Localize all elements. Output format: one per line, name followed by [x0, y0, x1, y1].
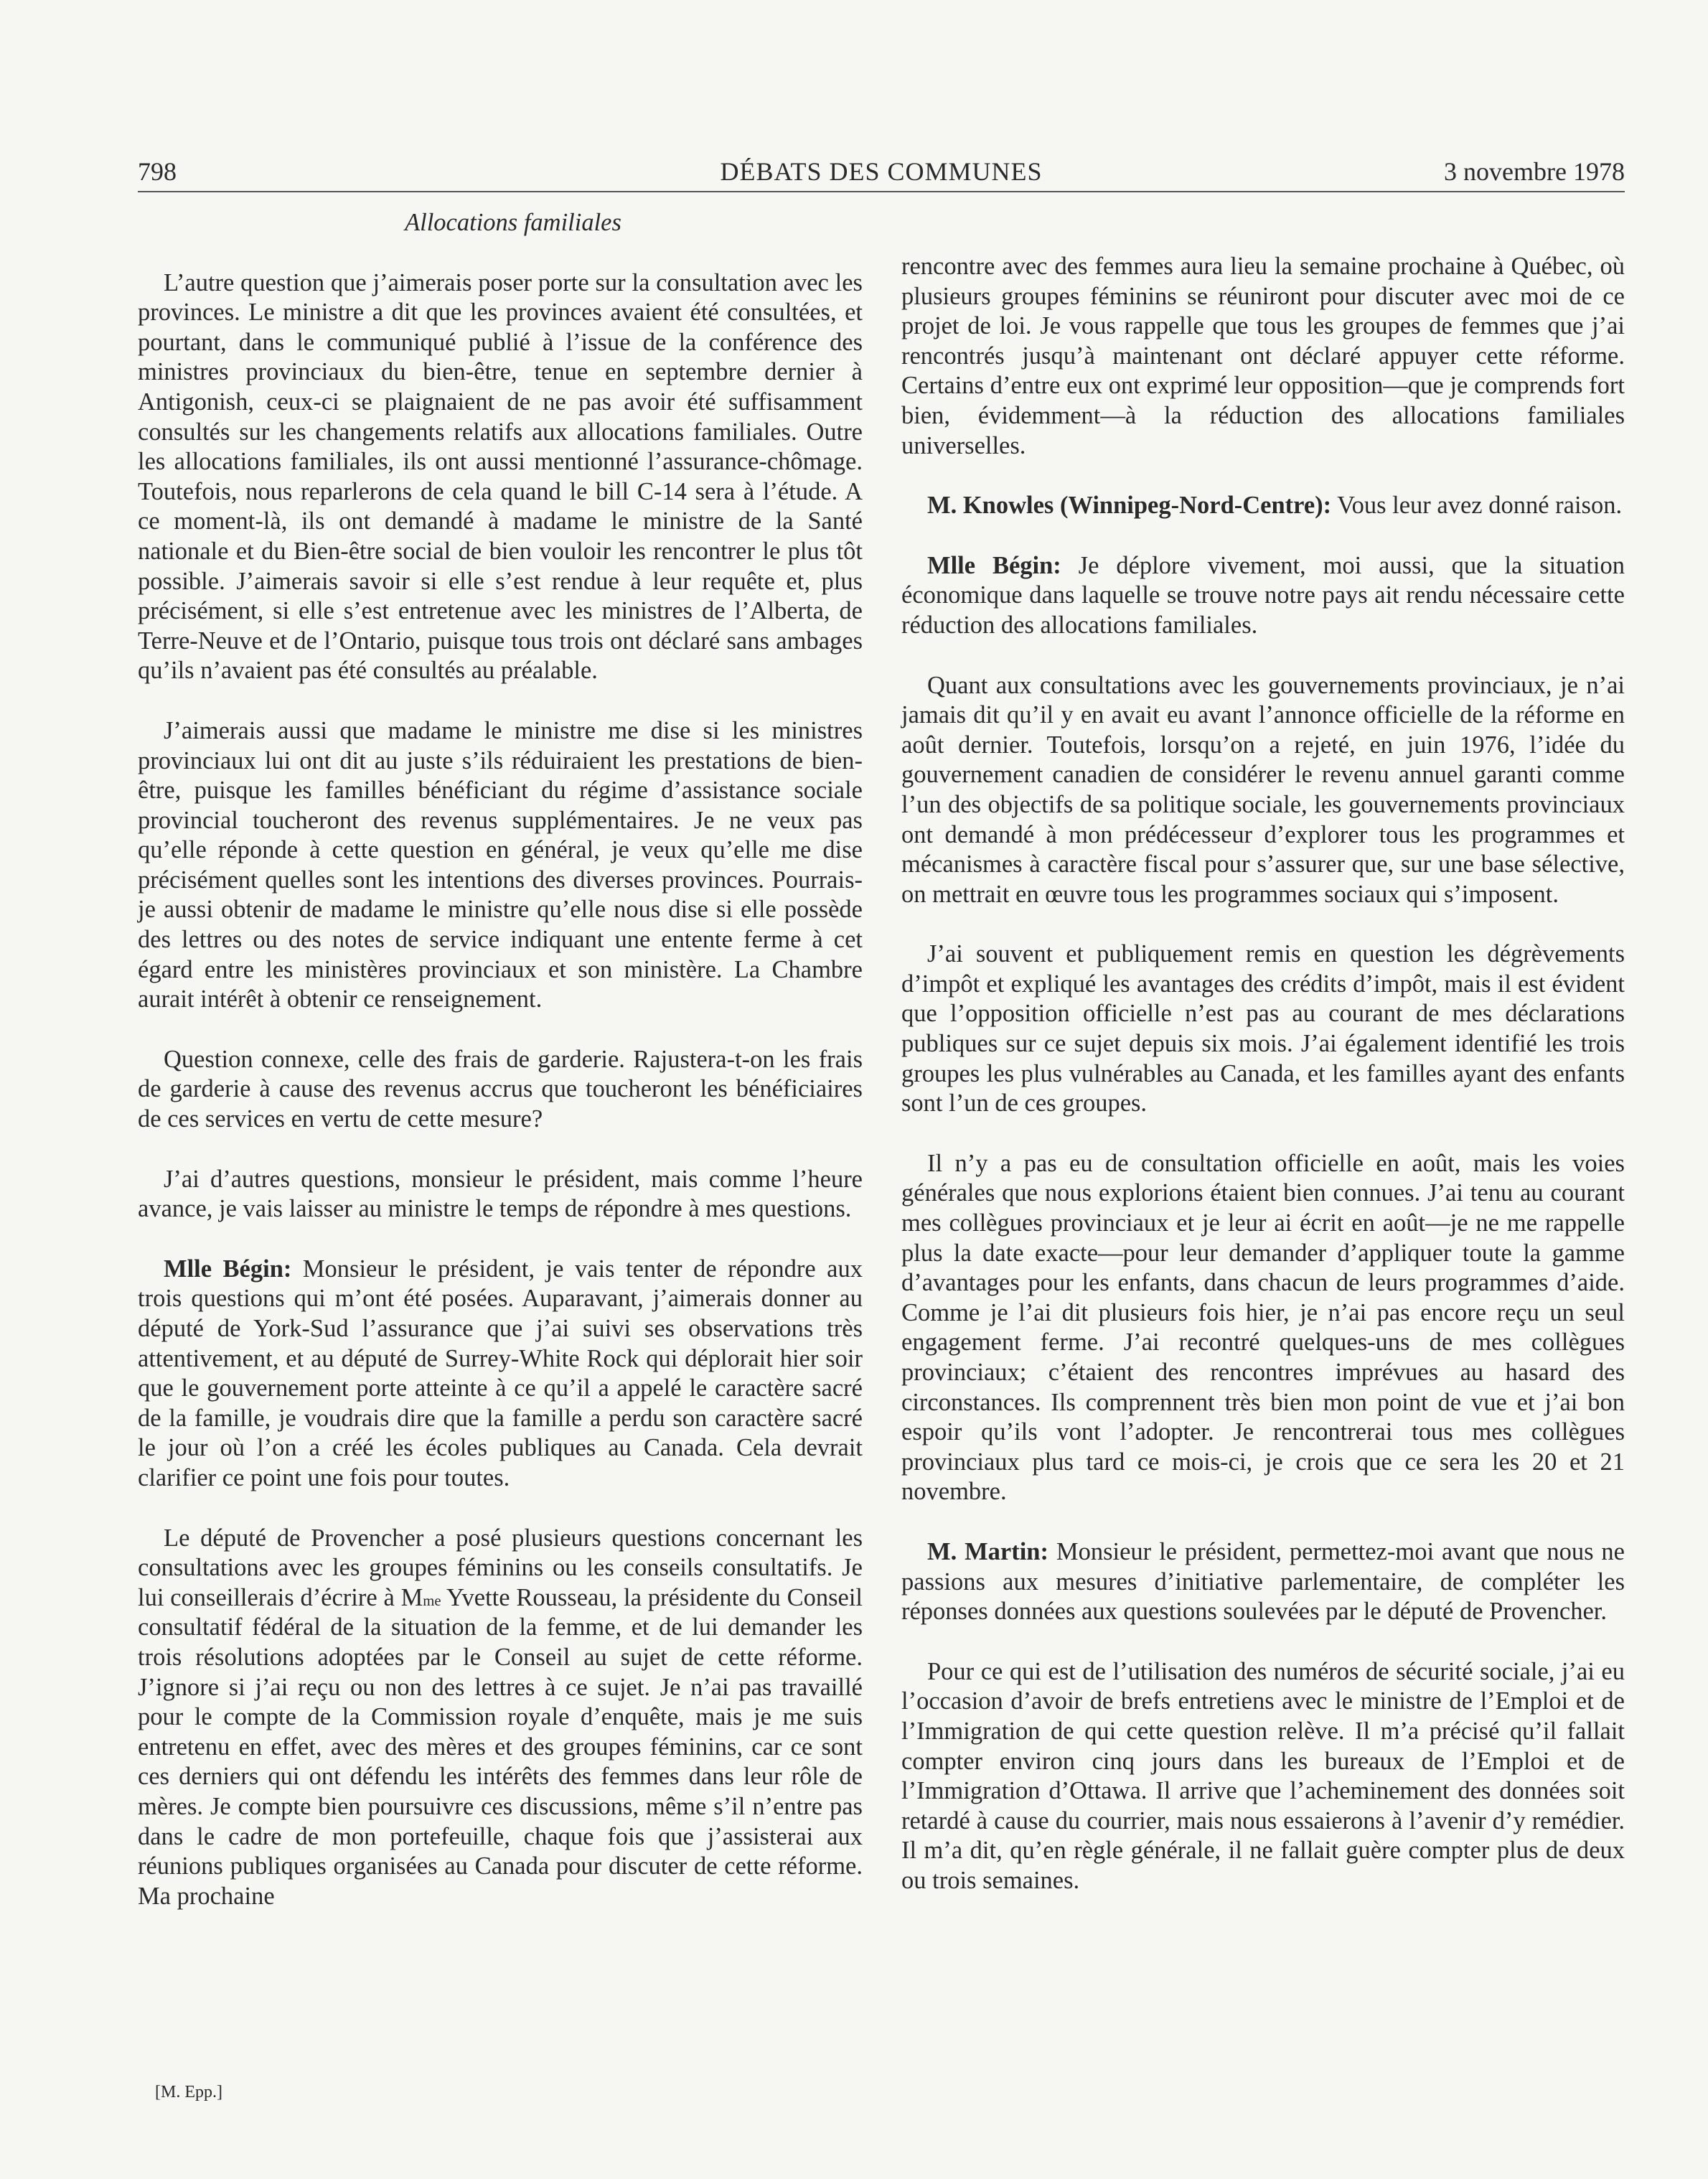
- speaker-name: Mlle Bégin:: [927, 551, 1061, 579]
- paragraph: J’aimerais aussi que madame le ministre me dise si les ministres provinciaux lui ont dit au juste s’ils réduiraient les prestations de bien-être, puisque les familles bénéficiant du régime d’assistance sociale provincial toucheront des revenus supplémentaires. Je ne veux pas qu’elle réponde à cette question en général, je veux qu’elle me dise précisément quelles sont les intentions des diverses provinces. Pourrais-je aussi obtenir de madame le ministre qu’elle nous dise si elle possède des lettres ou des notes de service indiquant une entente ferme à cet égard entre les ministères provinciaux et son ministère. La Chambre aurait intérêt à obtenir ce renseignement.: [138, 716, 863, 1013]
- paragraph: J’ai d’autres questions, monsieur le président, mais comme l’heure avance, je vais laisser au ministre le temps de répondre à mes questions.: [138, 1165, 863, 1223]
- publication-title: DÉBATS DES COMMUNES: [720, 157, 1043, 186]
- paragraph: Question connexe, celle des frais de garderie. Rajustera-t-on les frais de garderie à cause des revenus accrus que toucheront les bénéficiaires de ces services en vertu de cette mesure?: [138, 1045, 863, 1133]
- speech-text: Monsieur le président, je vais tenter de répondre aux trois questions qui m’ont été posées. Auparavant, j’aimerais donner au député de York-Sud l’assurance que j’ai suivi ses observations très attentivement, et au député de Surrey-White Rock qui déplorait hier soir que le gouvernement porte atteinte à ce qu’il a appelé le caractère sacré de la famille, je voudrais dire que la famille a perdu son caractère sacré le jour où l’on a créé les écoles publiques au Canada. Cela devrait clarifier ce point une fois pour toutes.: [138, 1255, 863, 1491]
- page-number: 798: [138, 157, 177, 186]
- paragraph: [901, 1537, 1625, 1627]
- paragraph: [138, 1524, 863, 1912]
- speech-text: Vous leur avez donné raison.: [1331, 492, 1623, 520]
- speaker-name: M. Martin:: [927, 1537, 1048, 1565]
- paragraph: Il n’y a pas eu de consultation officielle en août, mais les voies générales que nous explorions étaient bien connues. J’ai tenu au courant mes collègues provinciaux et je leur ai écrit en août—je ne me rappelle plus la date exacte—pour leur demander d’appliquer toute la gamme d’avantages pour les enfants, dans chacun de leurs programmes d’aide. Comme je l’ai dit plusieurs fois hier, je n’ai pas encore reçu un seul engagement ferme. J’ai recontré quelques-uns de mes collègues provinciaux; c’étaient des rencontres imprévues au hasard des circonstances. Ils comprennent très bien mon point de vue et j’ai bon espoir qu’ils vont l’adopter. Je rencontrerai tous mes collègues provinciaux plus tard ce mois-ci, je crois que ce sera les 20 et 21 novembre.: [901, 1149, 1625, 1506]
- page-header: [138, 154, 1625, 192]
- speech-text: Yvette Rousseau, la présidente du Conseil consultatif fédéral de la situation de la femme, et de lui demander les trois résolutions adoptées par le Conseil au sujet de cette réforme. J’ignore si j’ai reçu ou non des lettres à ce sujet. Je n’ai pas travaillé pour le compte de la Commission royale d’enquête, mais je me suis entretenu en effet, avec des mères et des groupes féminins, car ce sont ces derniers qui ont défendu les intérêts des femmes dans leur rôle de mères. Je compte bien poursuivre ces discussions, même s’il n’entre pas dans le cadre de mon portefeuille, chaque fois que j’assisterai aux réunions publiques organisées au Canada pour discuter de cette réforme. Ma prochaine: [138, 1583, 863, 1910]
- superscript: me: [423, 1593, 441, 1609]
- paragraph: Quant aux consultations avec les gouvernements provinciaux, je n’ai jamais dit qu’il y en avait eu avant l’annonce officielle de la réforme en août dernier. Toutefois, lorsqu’on a rejeté, en juin 1976, l’idée du gouvernement canadien de considérer le revenu annuel garanti comme l’un des objectifs de sa politique sociale, les gouvernements provinciaux ont demandé à mon prédécesseur d’explorer tous les programmes et mécanismes à caractère fiscal pour s’assurer que, sur une base sélective, on mettrait en œuvre tous les programmes sociaux qui s’imposent.: [901, 671, 1625, 908]
- speaker-name: Mlle Bégin:: [164, 1255, 292, 1283]
- paragraph: L’autre question que j’aimerais poser porte sur la consultation avec les provinces. Le ministre a dit que les provinces avaient été consultées, et pourtant, dans le communiqué publié à l’issue de la conférence des ministres provinciaux du bien-être, tenue en septembre dernier à Antigonish, ceux-ci se plaignaient de ne pas avoir été suffisamment consultés sur les changements relatifs aux allocations familiales. Outre les allocations familiales, ils ont aussi mentionné l’assurance-chômage. Toutefois, nous reparlerons de cela quand le bill C-14 sera à l’étude. A ce moment-là, ils ont demandé à madame le ministre de la Santé nationale et du Bien-être social de bien vouloir les rencontrer le plus tôt possible. J’aimerais savoir si elle s’est rendue à leur requête et, plus précisément, si elle s’est entretenue avec les ministres de l’Alberta, de Terre-Neuve et de l’Ontario, puisque tous trois ont déclaré sans ambages qu’ils n’avaient pas été consultés au préalable.: [138, 268, 863, 685]
- footer-note: [M. Epp.]: [155, 2083, 222, 2101]
- left-column: [138, 208, 863, 1941]
- paragraph: [901, 551, 1625, 641]
- speech-text: Le député de Provencher a posé plusieurs questions concernant les consultations avec les groupes féminins ou les conseils consultatifs. Je lui conseillerais d’écrire à M: [138, 1524, 863, 1611]
- paragraph: Pour ce qui est de l’utilisation des numéros de sécurité sociale, j’ai eu l’occasion d’avoir de brefs entretiens avec le ministre de l’Emploi et de l’Immigration de qui cette question relève. Il m’a précisé qu’il fallait compter environ cinq jours dans les bureaux de l’Emploi et de l’Immigration d’Ottawa. Il arrive que l’acheminement des données soit retardé à cause du courrier, mais nous essaierons à l’avenir d’y remédier. Il m’a dit, qu’en règle générale, il ne fallait guère compter plus de deux ou trois semaines.: [901, 1657, 1625, 1894]
- publication-date: 3 novembre 1978: [1444, 157, 1625, 186]
- paragraph: J’ai souvent et publiquement remis en question les dégrèvements d’impôt et expliqué les avantages des crédits d’impôt, mais il est évident que l’opposition officielle n’est pas au courant de mes déclarations publiques sur ce sujet depuis six mois. J’ai également identifié les trois groupes les plus vulnérables au Canada, et les familles ayant des enfants sont l’un de ces groupes.: [901, 940, 1625, 1117]
- speech-text: Monsieur le président, permettez-moi avant que nous ne passions aux mesures d’initiative parlementaire, de compléter les réponses données aux questions soulevées par le député de Provencher.: [901, 1537, 1625, 1626]
- paragraph: [901, 491, 1625, 521]
- speaker-name: M. Knowles (Winnipeg-Nord-Centre):: [927, 492, 1332, 520]
- speech-text: Je déplore vivement, moi aussi, que la situation économique dans laquelle se trouve notre pays ait rendu nécessaire cette réduction des allocations familiales.: [901, 551, 1625, 639]
- right-column: [901, 252, 1625, 1926]
- section-heading: Allocations familiales: [405, 209, 621, 236]
- paragraph: rencontre avec des femmes aura lieu la semaine prochaine à Québec, où plusieurs groupes féminins se réuniront pour discuter avec moi de ce projet de loi. Je vous rappelle que tous les groupes de femmes que j’ai rencontrés jusqu’à maintenant ont déclaré appuyer cette réforme. Certains d’entre eux ont exprimé leur opposition—que je comprends fort bien, évidemment—à la réduction des allocations familiales universelles.: [901, 253, 1625, 459]
- paragraph: [138, 1255, 863, 1494]
